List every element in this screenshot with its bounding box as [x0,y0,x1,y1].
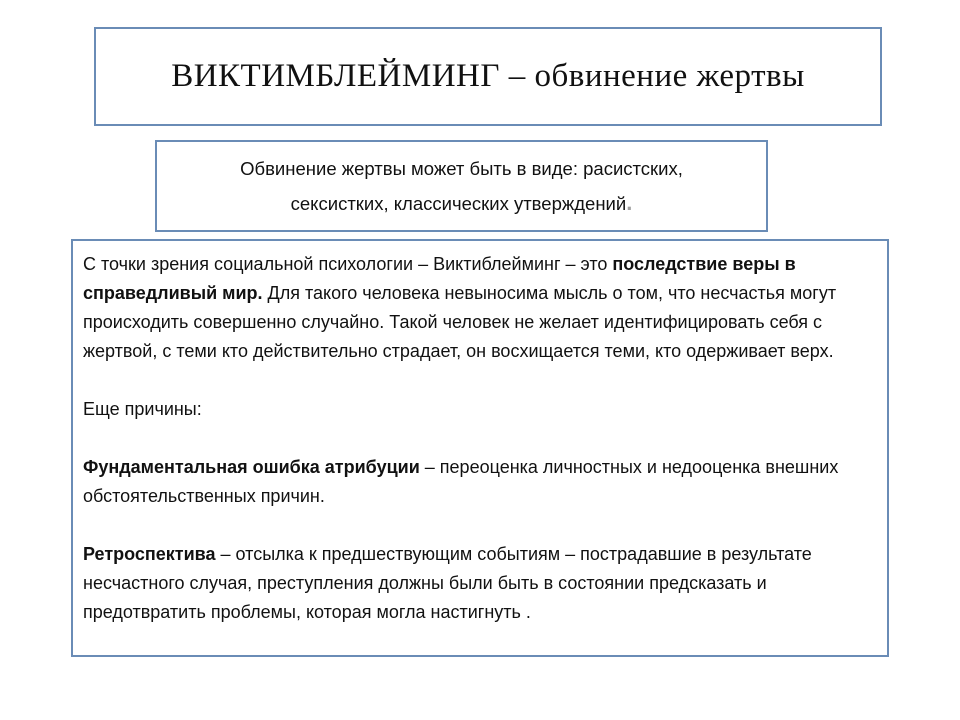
retrospective-text: – отсылка к предшествующим событиям – пострадавшие в результате несчастного случая, преступления должны были быть в состоянии предсказать и предотвратить проблемы, которая могла настигнуть . [83,544,812,622]
title-box [94,27,882,126]
paragraph-retrospective [83,540,877,627]
definition-bold: последствие веры в справедливый мир. [83,254,796,303]
definition-rest: Для такого человека невыносима мысль о том, что несчастья могут происходить совершенно случайно. Такой человек не желает идентифицировать себя с жертвой, с теми кто действительно страдает, он восхищается теми, кто одерживает верх. [83,283,837,361]
spacer [83,366,877,395]
definition-intro: С точки зрения социальной психологии – Виктиблейминг – это [83,254,613,274]
paragraph-attribution-error [83,453,877,511]
paragraph-reasons-heading: Еще причины: [83,399,202,419]
subtitle-box [155,140,768,232]
spacer [83,424,877,453]
subtitle-line-1: Обвинение жертвы может быть в виде: расистских, [240,157,683,179]
paragraph-definition [83,250,877,366]
attribution-error-term: Фундаментальная ошибка атрибуции [83,457,420,477]
attribution-error-text: – переоценка личностных и недооценка внешних обстоятельственных причин. [83,457,839,506]
main-text-box [71,239,889,657]
subtitle-line-2-text: сексистких, классических утверждений [290,192,627,214]
slide-title: ВИКТИМБЛЕЙМИНГ – обвинение жертвы [171,58,805,94]
retrospective-term: Ретроспектива [83,544,216,564]
spacer [83,511,877,540]
subtitle-dot: . [626,189,633,215]
subtitle-line-2 [291,186,633,221]
